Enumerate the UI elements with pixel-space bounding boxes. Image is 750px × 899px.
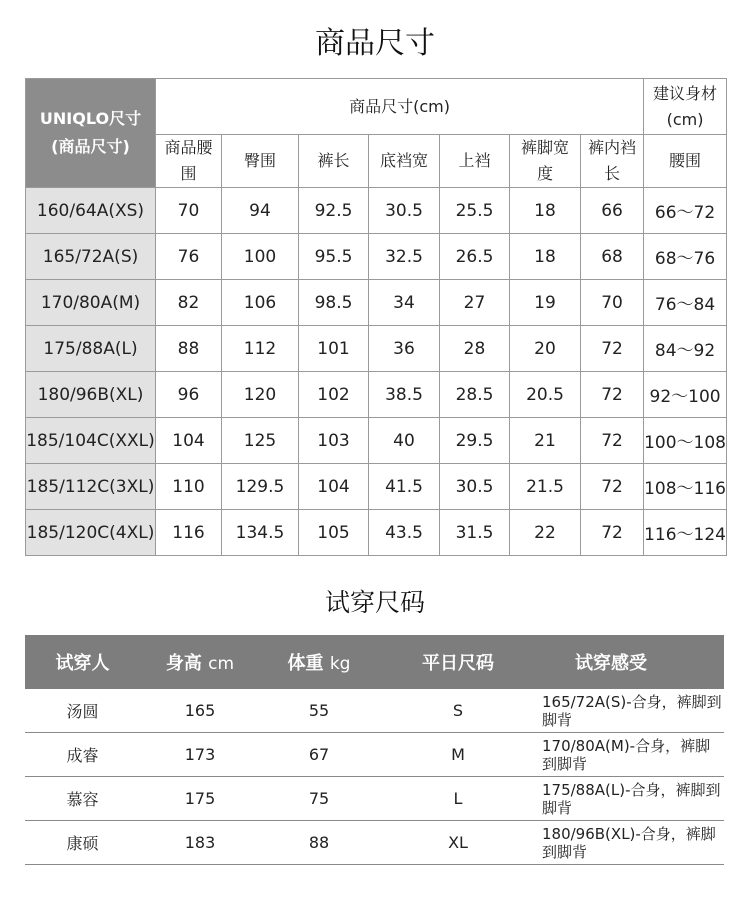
hip-header: 臀围 [222, 135, 299, 188]
size-label-cell: 160/64A(XS) [26, 188, 156, 234]
table-cell: 104 [156, 418, 222, 464]
size-label-cell: 180/96B(XL) [26, 372, 156, 418]
table-cell: 36 [369, 326, 440, 372]
usual-size-cell: M [378, 733, 538, 777]
table-cell: 84～92 [644, 326, 727, 372]
hem-width-header: 裤脚宽 度 [510, 135, 581, 188]
tester-name-cell: 慕容 [25, 777, 140, 821]
table-cell: 72 [581, 418, 644, 464]
table-cell: 66～72 [644, 188, 727, 234]
try-on-title: 试穿尺码 [324, 588, 425, 617]
table-row [25, 821, 724, 865]
product-size-group-header: 商品尺寸(cm) [156, 79, 644, 135]
table-cell: 72 [581, 326, 644, 372]
table-cell: 43.5 [369, 510, 440, 556]
table-cell: 92～100 [644, 372, 727, 418]
size-label-cell: 185/112C(3XL) [26, 464, 156, 510]
table-cell: 88 [156, 326, 222, 372]
table-cell: 76 [156, 234, 222, 280]
usual-size-cell: L [378, 777, 538, 821]
height-cell: 175 [140, 777, 260, 821]
weight-cell: 55 [260, 689, 378, 733]
usual-size-cell: S [378, 689, 538, 733]
table-cell: 96 [156, 372, 222, 418]
table-row [26, 464, 727, 510]
size-chart-title: 商品尺寸 [315, 26, 435, 61]
rise-header: 上裆 [440, 135, 510, 188]
size-label-header: UNIQLO尺寸 (商品尺寸) [26, 79, 156, 188]
table-cell: 94 [222, 188, 299, 234]
table-row [26, 188, 727, 234]
height-cell: 173 [140, 733, 260, 777]
table-cell: 66 [581, 188, 644, 234]
table-cell: 70 [156, 188, 222, 234]
tester-name-cell: 汤圆 [25, 689, 140, 733]
weight-cell: 88 [260, 821, 378, 865]
table-cell: 125 [222, 418, 299, 464]
table-cell: 21.5 [510, 464, 581, 510]
table-cell: 20.5 [510, 372, 581, 418]
table-row [26, 326, 727, 372]
table-cell: 41.5 [369, 464, 440, 510]
table-row [26, 372, 727, 418]
table-cell: 28 [440, 326, 510, 372]
table-cell: 21 [510, 418, 581, 464]
table-cell: 18 [510, 234, 581, 280]
height-cell: 165 [140, 689, 260, 733]
table-cell: 30.5 [369, 188, 440, 234]
table-cell: 101 [299, 326, 369, 372]
table-cell: 129.5 [222, 464, 299, 510]
try-on-table [25, 635, 724, 865]
table-cell: 29.5 [440, 418, 510, 464]
recommend-header: 建议身材 (cm) [644, 79, 727, 135]
table-cell: 116 [156, 510, 222, 556]
size-label-cell: 175/88A(L) [26, 326, 156, 372]
table-row [26, 510, 727, 556]
table-cell: 120 [222, 372, 299, 418]
size-label-cell: 165/72A(S) [26, 234, 156, 280]
table-cell: 22 [510, 510, 581, 556]
table-row [25, 777, 724, 821]
table-cell: 72 [581, 510, 644, 556]
table-cell: 95.5 [299, 234, 369, 280]
table-cell: 72 [581, 464, 644, 510]
tester-name-cell: 成睿 [25, 733, 140, 777]
table-cell: 108～116 [644, 464, 727, 510]
usual-size-header: 平日尺码 [378, 635, 538, 689]
table-cell: 38.5 [369, 372, 440, 418]
table-cell: 102 [299, 372, 369, 418]
table-cell: 76～84 [644, 280, 727, 326]
table-row [26, 280, 727, 326]
length-header: 裤长 [299, 135, 369, 188]
weight-cell: 67 [260, 733, 378, 777]
feedback-cell: 170/80A(M)-合身，裤脚到脚背 [538, 733, 724, 777]
table-cell: 82 [156, 280, 222, 326]
table-cell: 110 [156, 464, 222, 510]
feedback-header: 试穿感受 [538, 635, 724, 689]
height-cell: 183 [140, 821, 260, 865]
table-cell: 31.5 [440, 510, 510, 556]
table-cell: 26.5 [440, 234, 510, 280]
waist-header: 商品腰 围 [156, 135, 222, 188]
table-cell: 27 [440, 280, 510, 326]
weight-header: 体重 kg [260, 635, 378, 689]
table-row [25, 689, 724, 733]
table-cell: 92.5 [299, 188, 369, 234]
table-cell: 105 [299, 510, 369, 556]
feedback-cell: 180/96B(XL)-合身，裤脚到脚背 [538, 821, 724, 865]
table-cell: 18 [510, 188, 581, 234]
table-cell: 20 [510, 326, 581, 372]
table-cell: 70 [581, 280, 644, 326]
weight-cell: 75 [260, 777, 378, 821]
table-cell: 103 [299, 418, 369, 464]
feedback-cell: 175/88A(L)-合身，裤脚到脚背 [538, 777, 724, 821]
crotch-width-header: 底裆宽 [369, 135, 440, 188]
size-label-cell: 185/104C(XXL) [26, 418, 156, 464]
table-cell: 98.5 [299, 280, 369, 326]
inseam-header: 裤内裆 长 [581, 135, 644, 188]
table-cell: 112 [222, 326, 299, 372]
table-cell: 40 [369, 418, 440, 464]
table-cell: 32.5 [369, 234, 440, 280]
size-label-cell: 185/120C(4XL) [26, 510, 156, 556]
table-cell: 104 [299, 464, 369, 510]
table-cell: 28.5 [440, 372, 510, 418]
table-cell: 34 [369, 280, 440, 326]
usual-size-cell: XL [378, 821, 538, 865]
person-header: 试穿人 [25, 635, 140, 689]
table-cell: 68 [581, 234, 644, 280]
table-cell: 134.5 [222, 510, 299, 556]
table-row [26, 234, 727, 280]
feedback-cell: 165/72A(S)-合身，裤脚到脚背 [538, 689, 724, 733]
size-label-cell: 170/80A(M) [26, 280, 156, 326]
table-cell: 116～124 [644, 510, 727, 556]
table-row [25, 733, 724, 777]
table-cell: 30.5 [440, 464, 510, 510]
body-waist-header: 腰围 [644, 135, 727, 188]
table-cell: 106 [222, 280, 299, 326]
table-cell: 19 [510, 280, 581, 326]
table-cell: 72 [581, 372, 644, 418]
table-cell: 25.5 [440, 188, 510, 234]
table-cell: 68～76 [644, 234, 727, 280]
table-cell: 100 [222, 234, 299, 280]
table-row [26, 418, 727, 464]
tester-name-cell: 康硕 [25, 821, 140, 865]
height-header: 身高 cm [140, 635, 260, 689]
size-chart-table [25, 78, 727, 556]
table-cell: 100～108 [644, 418, 727, 464]
